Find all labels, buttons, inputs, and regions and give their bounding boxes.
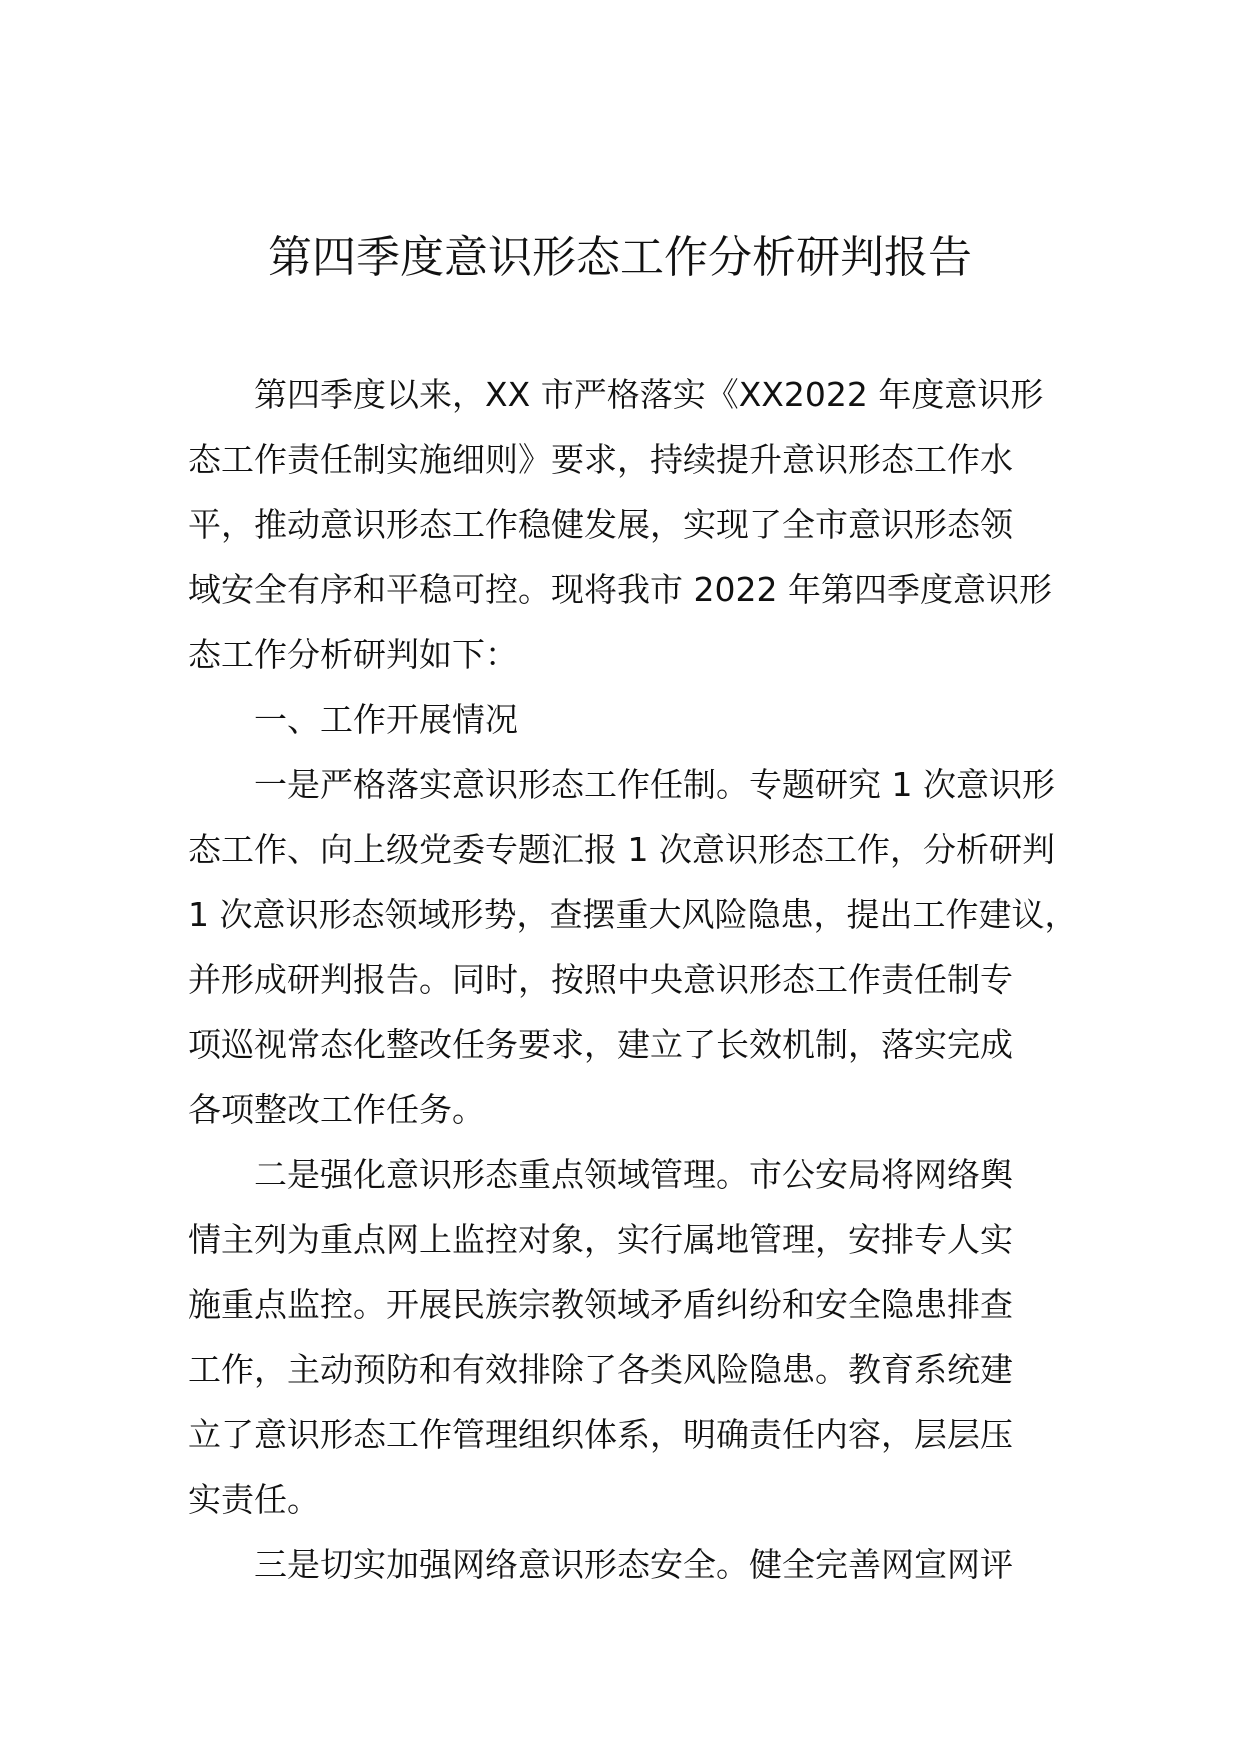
paragraph-line: 态工作、向上级党委专题汇报 1 次意识形态工作，分析研判	[188, 830, 1055, 869]
paragraph-line: 二是强化意识形态重点领域管理。市公安局将网络舆	[254, 1155, 1013, 1194]
paragraph-line: 并形成研判报告。同时，按照中央意识形态工作责任制专	[188, 960, 1013, 999]
paragraph-line: 各项整改工作任务。	[188, 1090, 485, 1129]
paragraph-line: 态工作责任制实施细则》要求，持续提升意识形态工作水	[188, 440, 1013, 479]
paragraph-line: 情主列为重点网上监控对象，实行属地管理，安排专人实	[188, 1220, 1013, 1259]
paragraph-line: 域安全有序和平稳可控。现将我市 2022 年第四季度意识形	[188, 570, 1052, 609]
paragraph-line: 实责任。	[188, 1480, 320, 1519]
paragraph-line: 项巡视常态化整改任务要求，建立了长效机制，落实完成	[188, 1025, 1013, 1064]
paragraph-line: 态工作分析研判如下：	[188, 635, 518, 674]
paragraph-line: 第四季度以来，XX 市严格落实《XX2022 年度意识形	[254, 375, 1044, 414]
section-heading: 一、工作开展情况	[254, 700, 518, 739]
document-body	[188, 362, 1078, 1597]
paragraph-line: 施重点监控。开展民族宗教领域矛盾纠纷和安全隐患排查	[188, 1285, 1013, 1324]
paragraph-line: 立了意识形态工作管理组织体系，明确责任内容，层层压	[188, 1415, 1013, 1454]
paragraph-line: 工作，主动预防和有效排除了各类风险隐患。教育系统建	[188, 1350, 1013, 1389]
paragraph-line: 三是切实加强网络意识形态安全。健全完善网宣网评	[254, 1545, 1013, 1584]
document-title: 第四季度意识形态工作分析研判报告	[268, 232, 972, 283]
paragraph-line: 一是严格落实意识形态工作任制。专题研究 1 次意识形	[254, 765, 1055, 804]
paragraph-line: 1 次意识形态领域形势，查摆重大风险隐患，提出工作建议，	[188, 895, 1078, 934]
paragraph-line: 平，推动意识形态工作稳健发展，实现了全市意识形态领	[188, 505, 1013, 544]
